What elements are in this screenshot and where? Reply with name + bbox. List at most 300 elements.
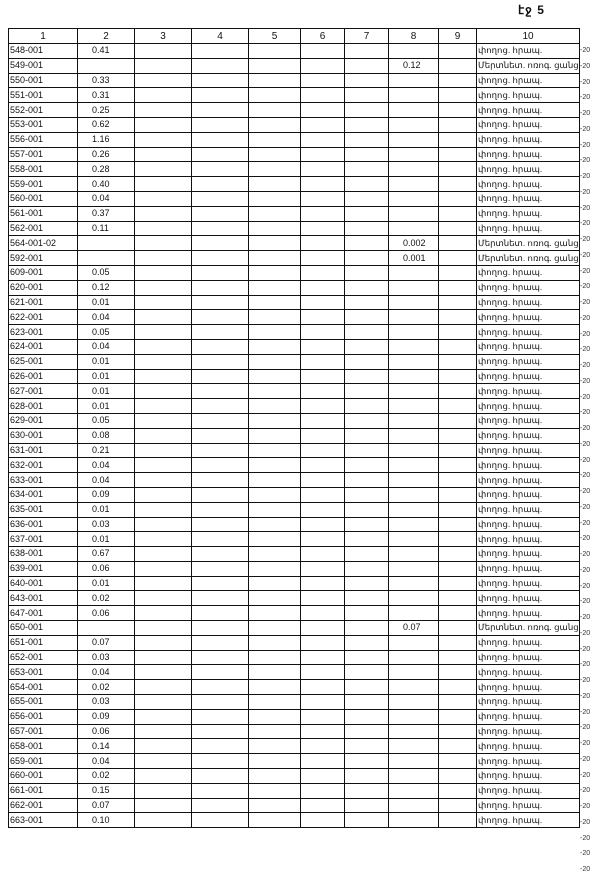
usage-note-cell: փողոց. հրապ. xyxy=(477,487,580,502)
empty-col6-cell xyxy=(301,621,345,636)
parcel-code-cell: 656-001 xyxy=(9,709,78,724)
area-col2-cell xyxy=(78,621,135,636)
usage-note-cell: փողոց. հրապ. xyxy=(477,384,580,399)
empty-col6-cell xyxy=(301,798,345,813)
empty-col3-cell xyxy=(135,251,192,266)
empty-col9-cell xyxy=(439,265,477,280)
table-row xyxy=(9,739,580,754)
empty-col5-cell xyxy=(249,206,301,221)
empty-col4-cell xyxy=(192,117,249,132)
table-row xyxy=(9,458,580,473)
empty-col4-cell xyxy=(192,798,249,813)
parcel-code-cell: 561-001 xyxy=(9,206,78,221)
usage-note-cell: փողոց. հրապ. xyxy=(477,650,580,665)
area-col2-cell xyxy=(78,251,135,266)
area-col2-cell: 0.28 xyxy=(78,162,135,177)
usage-note-cell: փողոց. հրապ. xyxy=(477,325,580,340)
margin-mark: -20 xyxy=(580,755,591,763)
empty-col7-cell xyxy=(345,413,389,428)
margin-mark: -20 xyxy=(580,362,591,369)
margin-mark: -20 xyxy=(580,708,591,716)
table-row xyxy=(9,487,580,502)
usage-note-cell: փողոց. հրապ. xyxy=(477,813,580,828)
empty-col3-cell xyxy=(135,236,192,251)
table-row xyxy=(9,147,580,162)
empty-col4-cell xyxy=(192,310,249,325)
usage-note-cell: փողոց. հրապ. xyxy=(477,606,580,621)
empty-col6-cell xyxy=(301,517,345,532)
empty-col5-cell xyxy=(249,295,301,310)
empty-col3-cell xyxy=(135,532,192,547)
table-row xyxy=(9,177,580,192)
area-col2-cell: 0.06 xyxy=(78,606,135,621)
area-col2-cell: 0.04 xyxy=(78,458,135,473)
empty-col7-cell xyxy=(345,132,389,147)
empty-col5-cell xyxy=(249,413,301,428)
usage-note-cell: փողոց. հրապ. xyxy=(477,44,580,59)
table-row xyxy=(9,295,580,310)
margin-mark: -20 xyxy=(580,47,591,54)
empty-col9-cell xyxy=(439,576,477,591)
table-row xyxy=(9,724,580,739)
usage-note-cell: փողոց. հրապ. xyxy=(477,399,580,414)
parcel-code-cell: 630-001 xyxy=(9,428,78,443)
parcel-code-cell: 620-001 xyxy=(9,280,78,295)
usage-note-cell: փողոց. հրապ. xyxy=(477,132,580,147)
usage-note-cell: փողոց. հրապ. xyxy=(477,576,580,591)
empty-col4-cell xyxy=(192,487,249,502)
empty-col4-cell xyxy=(192,754,249,769)
empty-col6-cell xyxy=(301,561,345,576)
empty-col7-cell xyxy=(345,458,389,473)
table-row xyxy=(9,665,580,680)
empty-col6-cell xyxy=(301,280,345,295)
empty-col3-cell xyxy=(135,621,192,636)
empty-col6-cell xyxy=(301,73,345,88)
area-col8-cell: 0.002 xyxy=(389,236,439,251)
empty-col9-cell xyxy=(439,399,477,414)
usage-note-cell: փողոց. հրապ. xyxy=(477,162,580,177)
table-row xyxy=(9,265,580,280)
empty-col6-cell xyxy=(301,132,345,147)
empty-col6-cell xyxy=(301,413,345,428)
empty-col5-cell xyxy=(249,739,301,754)
area-col2-cell: 0.11 xyxy=(78,221,135,236)
page-number-label: էջ 5 xyxy=(518,3,545,17)
empty-col5-cell xyxy=(249,280,301,295)
empty-col3-cell xyxy=(135,695,192,710)
empty-col3-cell xyxy=(135,132,192,147)
empty-col7-cell xyxy=(345,754,389,769)
margin-mark: -20 xyxy=(580,598,591,606)
margin-mark: -20 xyxy=(580,629,591,637)
table-row xyxy=(9,428,580,443)
empty-col5-cell xyxy=(249,399,301,414)
empty-col4-cell xyxy=(192,339,249,354)
area-col8-cell xyxy=(389,44,439,59)
empty-col7-cell xyxy=(345,117,389,132)
margin-mark: -20 xyxy=(580,740,591,747)
parcel-code-cell: 553-001 xyxy=(9,117,78,132)
usage-note-cell: փողոց. հրապ. xyxy=(477,695,580,710)
area-col2-cell: 0.41 xyxy=(78,44,135,59)
empty-col5-cell xyxy=(249,339,301,354)
empty-col4-cell xyxy=(192,251,249,266)
usage-note-cell: Մերտնետ. ոռոգ. ցանց xyxy=(477,236,580,251)
empty-col5-cell xyxy=(249,310,301,325)
empty-col4-cell xyxy=(192,177,249,192)
empty-col5-cell xyxy=(249,576,301,591)
empty-col4-cell xyxy=(192,695,249,710)
empty-col5-cell xyxy=(249,221,301,236)
table-row xyxy=(9,591,580,606)
parcel-code-cell: 643-001 xyxy=(9,591,78,606)
empty-col5-cell xyxy=(249,532,301,547)
empty-col5-cell xyxy=(249,798,301,813)
empty-col5-cell xyxy=(249,147,301,162)
empty-col7-cell xyxy=(345,44,389,59)
area-col2-cell: 0.31 xyxy=(78,88,135,103)
usage-note-cell: փողոց. հրապ. xyxy=(477,354,580,369)
empty-col5-cell xyxy=(249,769,301,784)
margin-mark: -20 xyxy=(580,62,591,70)
empty-col9-cell xyxy=(439,413,477,428)
parcel-code-cell: 640-001 xyxy=(9,576,78,591)
empty-col9-cell xyxy=(439,650,477,665)
table-row xyxy=(9,709,580,724)
empty-col5-cell xyxy=(249,754,301,769)
area-col8-cell xyxy=(389,635,439,650)
margin-mark: -20 xyxy=(580,472,591,480)
table-row xyxy=(9,621,580,636)
area-col8-cell xyxy=(389,280,439,295)
empty-col4-cell xyxy=(192,458,249,473)
area-col2-cell: 0.12 xyxy=(78,280,135,295)
parcel-code-cell: 556-001 xyxy=(9,132,78,147)
table-row xyxy=(9,561,580,576)
margin-mark: -20 xyxy=(580,645,591,653)
empty-col5-cell xyxy=(249,458,301,473)
table-row xyxy=(9,354,580,369)
area-col2-cell: 0.05 xyxy=(78,265,135,280)
empty-col5-cell xyxy=(249,354,301,369)
table-row xyxy=(9,73,580,88)
empty-col9-cell xyxy=(439,606,477,621)
empty-col6-cell xyxy=(301,325,345,340)
empty-col4-cell xyxy=(192,576,249,591)
parcel-code-cell: 662-001 xyxy=(9,798,78,813)
table-row xyxy=(9,88,580,103)
empty-col4-cell xyxy=(192,443,249,458)
area-col2-cell: 0.02 xyxy=(78,769,135,784)
table-row xyxy=(9,473,580,488)
margin-mark: -20 xyxy=(580,425,591,432)
margin-mark: -20 xyxy=(580,125,591,133)
empty-col3-cell xyxy=(135,635,192,650)
column-header: 6 xyxy=(301,29,345,44)
empty-col3-cell xyxy=(135,191,192,206)
parcel-code-cell: 637-001 xyxy=(9,532,78,547)
empty-col9-cell xyxy=(439,487,477,502)
usage-note-cell: Մերտնետ. ոռոգ. ցանց xyxy=(477,58,580,73)
empty-col9-cell xyxy=(439,162,477,177)
empty-col4-cell xyxy=(192,58,249,73)
empty-col4-cell xyxy=(192,325,249,340)
empty-col3-cell xyxy=(135,88,192,103)
empty-col4-cell xyxy=(192,606,249,621)
empty-col9-cell xyxy=(439,769,477,784)
area-col8-cell xyxy=(389,384,439,399)
empty-col6-cell xyxy=(301,354,345,369)
empty-col3-cell xyxy=(135,547,192,562)
empty-col9-cell xyxy=(439,177,477,192)
table-row xyxy=(9,754,580,769)
empty-col6-cell xyxy=(301,117,345,132)
empty-col3-cell xyxy=(135,339,192,354)
margin-mark: -20 xyxy=(580,661,591,669)
empty-col7-cell xyxy=(345,724,389,739)
margin-mark: -20 xyxy=(580,78,591,86)
usage-note-cell: փողոց. հրապ. xyxy=(477,147,580,162)
margin-mark: -20 xyxy=(580,787,591,795)
area-col8-cell xyxy=(389,502,439,517)
table-row xyxy=(9,132,580,147)
empty-col7-cell xyxy=(345,665,389,680)
area-col2-cell xyxy=(78,236,135,251)
empty-col7-cell xyxy=(345,251,389,266)
empty-col7-cell xyxy=(345,147,389,162)
empty-col7-cell xyxy=(345,473,389,488)
area-col2-cell: 0.37 xyxy=(78,206,135,221)
empty-col9-cell xyxy=(439,251,477,266)
area-col2-cell: 0.01 xyxy=(78,399,135,414)
area-col8-cell xyxy=(389,325,439,340)
usage-note-cell: փողոց. հրապ. xyxy=(477,502,580,517)
usage-note-cell: փողոց. հրապ. xyxy=(477,73,580,88)
parcel-code-cell: 559-001 xyxy=(9,177,78,192)
table-row xyxy=(9,547,580,562)
empty-col6-cell xyxy=(301,310,345,325)
parcel-code-cell: 551-001 xyxy=(9,88,78,103)
usage-note-cell: փողոց. հրապ. xyxy=(477,103,580,118)
parcel-code-cell: 652-001 xyxy=(9,650,78,665)
usage-note-cell: փողոց. հրապ. xyxy=(477,310,580,325)
area-col8-cell xyxy=(389,132,439,147)
empty-col4-cell xyxy=(192,813,249,828)
usage-note-cell: Մերտնետ. ոռոգ. ցանց xyxy=(477,621,580,636)
margin-mark: -20 xyxy=(580,346,591,354)
parcel-code-cell: 626-001 xyxy=(9,369,78,384)
area-col8-cell xyxy=(389,443,439,458)
empty-col9-cell xyxy=(439,709,477,724)
parcel-code-cell: 557-001 xyxy=(9,147,78,162)
empty-col4-cell xyxy=(192,280,249,295)
table-row xyxy=(9,443,580,458)
area-col2-cell: 0.09 xyxy=(78,487,135,502)
area-col2-cell: 0.07 xyxy=(78,635,135,650)
empty-col5-cell xyxy=(249,709,301,724)
area-col8-cell xyxy=(389,206,439,221)
area-col2-cell: 0.03 xyxy=(78,517,135,532)
empty-col4-cell xyxy=(192,132,249,147)
empty-col6-cell xyxy=(301,739,345,754)
empty-col9-cell xyxy=(439,783,477,798)
empty-col4-cell xyxy=(192,709,249,724)
empty-col7-cell xyxy=(345,739,389,754)
table-row xyxy=(9,695,580,710)
table-row xyxy=(9,369,580,384)
empty-col9-cell xyxy=(439,813,477,828)
empty-col6-cell xyxy=(301,369,345,384)
empty-col3-cell xyxy=(135,369,192,384)
empty-col4-cell xyxy=(192,665,249,680)
usage-note-cell: փողոց. հրապ. xyxy=(477,295,580,310)
area-col8-cell xyxy=(389,561,439,576)
empty-col5-cell xyxy=(249,236,301,251)
area-col2-cell: 0.02 xyxy=(78,680,135,695)
parcel-code-cell: 623-001 xyxy=(9,325,78,340)
empty-col9-cell xyxy=(439,428,477,443)
table-row xyxy=(9,44,580,59)
empty-col4-cell xyxy=(192,783,249,798)
area-col8-cell xyxy=(389,73,439,88)
empty-col5-cell xyxy=(249,813,301,828)
empty-col3-cell xyxy=(135,221,192,236)
parcel-code-cell: 661-001 xyxy=(9,783,78,798)
empty-col3-cell xyxy=(135,58,192,73)
area-col8-cell xyxy=(389,532,439,547)
empty-col3-cell xyxy=(135,265,192,280)
table-row xyxy=(9,680,580,695)
margin-mark: -20 xyxy=(580,771,591,779)
area-col2-cell: 0.06 xyxy=(78,724,135,739)
empty-col9-cell xyxy=(439,206,477,221)
empty-col4-cell xyxy=(192,399,249,414)
area-col8-cell xyxy=(389,680,439,695)
empty-col9-cell xyxy=(439,147,477,162)
area-col8-cell xyxy=(389,191,439,206)
parcel-code-cell: 635-001 xyxy=(9,502,78,517)
empty-col7-cell xyxy=(345,547,389,562)
empty-col5-cell xyxy=(249,384,301,399)
parcel-code-cell: 562-001 xyxy=(9,221,78,236)
empty-col5-cell xyxy=(249,502,301,517)
margin-mark: -20 xyxy=(580,834,591,842)
area-col8-cell xyxy=(389,473,439,488)
empty-col4-cell xyxy=(192,532,249,547)
empty-col3-cell xyxy=(135,73,192,88)
empty-col3-cell xyxy=(135,147,192,162)
area-col8-cell xyxy=(389,117,439,132)
empty-col9-cell xyxy=(439,473,477,488)
empty-col4-cell xyxy=(192,591,249,606)
empty-col6-cell xyxy=(301,58,345,73)
area-col8-cell xyxy=(389,487,439,502)
area-col8-cell: 0.12 xyxy=(389,58,439,73)
empty-col3-cell xyxy=(135,428,192,443)
empty-col6-cell xyxy=(301,265,345,280)
empty-col3-cell xyxy=(135,798,192,813)
empty-col4-cell xyxy=(192,724,249,739)
empty-col7-cell xyxy=(345,769,389,784)
empty-col7-cell xyxy=(345,606,389,621)
empty-col7-cell xyxy=(345,635,389,650)
empty-col9-cell xyxy=(439,724,477,739)
table-row xyxy=(9,813,580,828)
table-row xyxy=(9,339,580,354)
empty-col5-cell xyxy=(249,177,301,192)
area-col2-cell: 0.40 xyxy=(78,177,135,192)
area-col2-cell: 0.07 xyxy=(78,798,135,813)
parcel-code-cell: 609-001 xyxy=(9,265,78,280)
usage-note-cell: փողոց. հրապ. xyxy=(477,517,580,532)
margin-mark: -20 xyxy=(580,267,591,275)
empty-col7-cell xyxy=(345,502,389,517)
area-col2-cell: 0.21 xyxy=(78,443,135,458)
area-col8-cell xyxy=(389,739,439,754)
empty-col6-cell xyxy=(301,473,345,488)
empty-col5-cell xyxy=(249,547,301,562)
margin-mark: -20 xyxy=(580,519,591,527)
margin-mark: -20 xyxy=(580,141,591,149)
usage-note-cell: Մերտնետ. ոռոգ. ցանց xyxy=(477,251,580,266)
margin-mark: -20 xyxy=(580,283,591,291)
parcel-code-cell: 653-001 xyxy=(9,665,78,680)
table-row xyxy=(9,206,580,221)
land-register-table xyxy=(8,28,580,828)
margin-mark: -20 xyxy=(580,692,591,700)
empty-col6-cell xyxy=(301,206,345,221)
table-row xyxy=(9,384,580,399)
area-col2-cell: 0.01 xyxy=(78,384,135,399)
table-row xyxy=(9,103,580,118)
empty-col5-cell xyxy=(249,132,301,147)
area-col8-cell xyxy=(389,813,439,828)
parcel-code-cell: 550-001 xyxy=(9,73,78,88)
table-row xyxy=(9,517,580,532)
usage-note-cell: փողոց. հրապ. xyxy=(477,783,580,798)
empty-col9-cell xyxy=(439,88,477,103)
empty-col4-cell xyxy=(192,739,249,754)
table-row xyxy=(9,280,580,295)
margin-mark: -20 xyxy=(580,818,591,826)
table-row xyxy=(9,325,580,340)
empty-col4-cell xyxy=(192,384,249,399)
empty-col6-cell xyxy=(301,399,345,414)
empty-col6-cell xyxy=(301,769,345,784)
empty-col9-cell xyxy=(439,517,477,532)
empty-col3-cell xyxy=(135,310,192,325)
parcel-code-cell: 631-001 xyxy=(9,443,78,458)
margin-mark: -20 xyxy=(580,456,591,464)
empty-col3-cell xyxy=(135,458,192,473)
table-row xyxy=(9,310,580,325)
margin-mark: -20 xyxy=(580,551,591,558)
parcel-code-cell: 629-001 xyxy=(9,413,78,428)
area-col2-cell: 0.04 xyxy=(78,754,135,769)
area-col8-cell xyxy=(389,354,439,369)
empty-col7-cell xyxy=(345,798,389,813)
empty-col5-cell xyxy=(249,103,301,118)
empty-col5-cell xyxy=(249,561,301,576)
margin-mark: -20 xyxy=(580,204,591,212)
empty-col6-cell xyxy=(301,650,345,665)
table-row xyxy=(9,532,580,547)
header-row xyxy=(9,29,580,44)
area-col2-cell: 0.04 xyxy=(78,191,135,206)
margin-mark: -20 xyxy=(580,299,591,306)
usage-note-cell: փողոց. հրապ. xyxy=(477,443,580,458)
